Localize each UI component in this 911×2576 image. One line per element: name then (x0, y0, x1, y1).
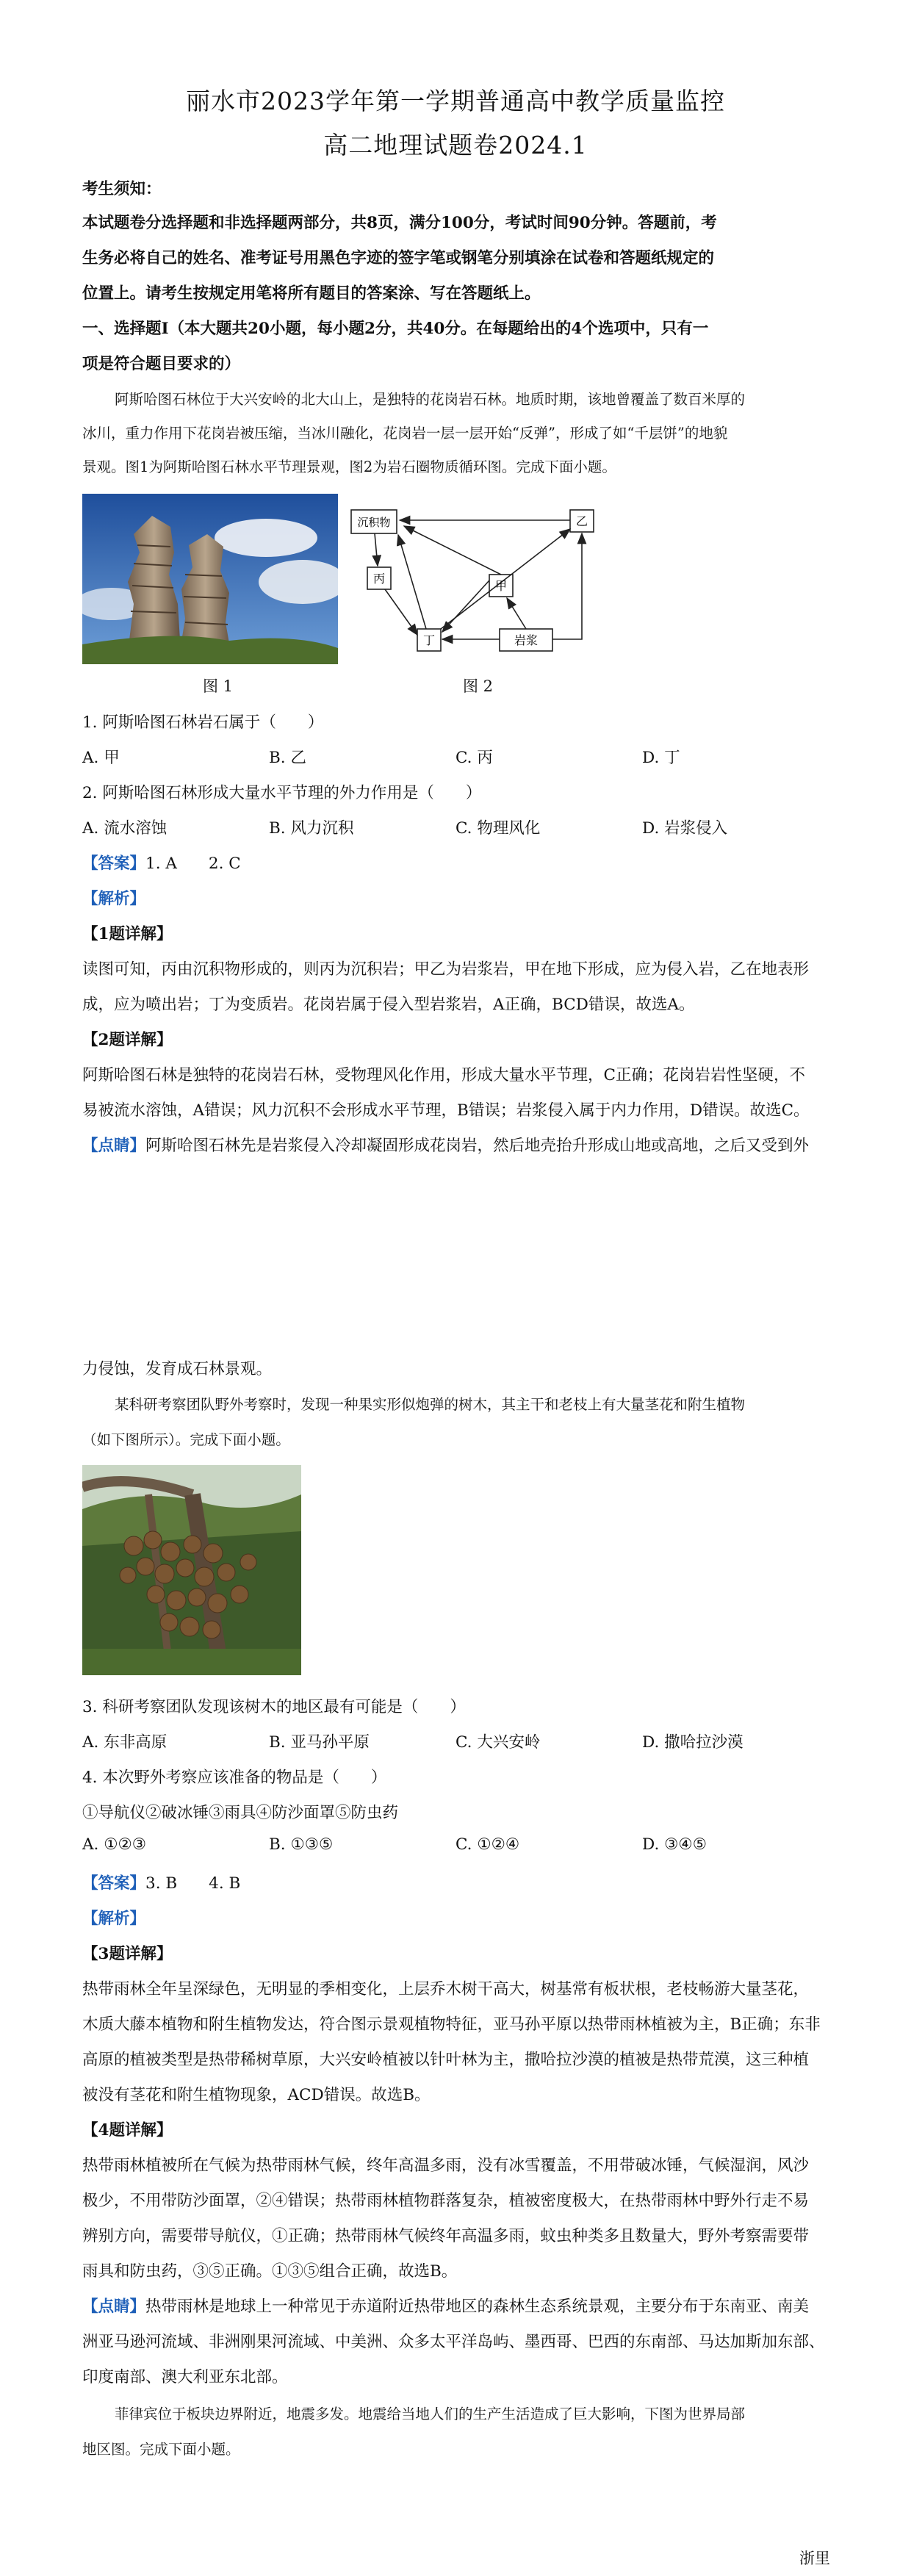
detail-3-line: 被没有茎花和附生植物现象，ACD错误。故选B。 (82, 2086, 431, 2104)
detail-1-heading: 【1题详解】 (82, 925, 173, 943)
passage3-line: 菲律宾位于板块边界附近，地震多发。地震给当地人们的生产生活造成了巨大影响，下图为世界局部 (115, 2406, 746, 2422)
detail-3-heading: 【3题详解】 (82, 1945, 173, 1963)
label-bing: 丙 (372, 572, 386, 586)
q4-option-c: C. ①②④ (455, 1835, 520, 1854)
exam-subtitle: 高二地理试题卷2024.1 (323, 131, 588, 159)
tip-line-1 (82, 1133, 829, 1156)
analysis-label: 【解析】 (82, 1910, 146, 1928)
detail-4-line: 雨具和防虫药，③⑤正确。①③⑤组合正确，故选B。 (82, 2262, 458, 2281)
q3-option-b: B. 亚马孙平原 (269, 1733, 370, 1752)
label-magma: 岩浆 (514, 633, 539, 647)
label-yi: 乙 (575, 514, 588, 528)
q1-option-d: D. 丁 (642, 749, 680, 767)
cannonball-tree-photo (82, 1465, 301, 1675)
tip-continuation: 力侵蚀，发育成石林景观。 (82, 1360, 273, 1378)
q4-option-b: B. ①③⑤ (269, 1835, 334, 1854)
q1-option-c: C. 丙 (455, 749, 493, 767)
answer-label: 【答案】 (82, 855, 146, 873)
q2-option-d: D. 岩浆侵入 (642, 819, 728, 838)
detail-3-line: 高原的植被类型是热带稀树草原，大兴安岭植被以针叶林为主，撒哈拉沙漠的植被是热带荒漠，这三种植 (82, 2051, 810, 2069)
section-heading: 一、选择题Ⅰ（本大题共20小题，每小题2分，共40分。在每题给出的4个选项中，只有一 (82, 320, 709, 338)
notice-line: 位置上。请考生按规定用笔将所有题目的答案涂、写在答题纸上。 (82, 284, 541, 303)
question-3-stem: 3. 科研考察团队发现该树木的地区最有可能是（ ） (82, 1698, 466, 1716)
q1-option-a: A. 甲 (82, 749, 120, 767)
figure1-caption: 图 1 (203, 677, 234, 695)
q3-option-d: D. 撒哈拉沙漠 (642, 1733, 743, 1752)
tip-text: 阿斯哈图石林先是岩浆侵入冷却凝固形成花岗岩，然后地壳抬升形成山地或高地，之后又受到外 (145, 1137, 810, 1155)
tip-label: 【点睛】 (82, 1137, 146, 1155)
tip2-line: 印度南部、澳大利亚东北部。 (82, 2368, 288, 2386)
answer-line-1 (82, 851, 829, 874)
tip2-line-1 (82, 2294, 829, 2317)
detail-3-line: 热带雨林全年呈深绿色，无明显的季相变化，上层乔木树干高大，树基常有板状根，老枝畅游大量茎花， (82, 1980, 810, 1998)
page-footer: 浙里 (799, 2550, 830, 2567)
notice-heading: 考生须知： (82, 180, 162, 198)
answer-text: 1. A 2. C (145, 855, 241, 873)
notice-line: 生务必将自己的姓名、准考证号用黑色字迹的签字笔或钢笔分别填涂在试卷和答题纸规定的 (82, 249, 715, 267)
notice-line: 本试题卷分选择题和非选择题两部分，共8页，满分100分，考试时间90分钟。答题前，考 (82, 214, 717, 232)
question-4-stem: 4. 本次野外考察应该准备的物品是（ ） (82, 1769, 387, 1787)
answer-text: 3. B 4. B (145, 1874, 241, 1893)
detail-1-line: 读图可知，丙由沉积物形成的，则丙为沉积岩；甲乙为岩浆岩，甲在地下形成，应为侵入岩，乙在地表形 (82, 960, 810, 979)
label-ding: 丁 (422, 633, 436, 647)
detail-2-line: 易被流水溶蚀，A错误；风力沉积不会形成水平节理，B错误；岩浆侵入属于内力作用，D错误。故选C。 (82, 1101, 810, 1120)
question-4-items: ①导航仪②破冰锤③雨具④防沙面罩⑤防虫药 (82, 1804, 399, 1822)
tip-label: 【点睛】 (82, 2298, 146, 2316)
q2-option-b: B. 风力沉积 (269, 819, 354, 838)
detail-4-line: 热带雨林植被所在气候为热带雨林气候，终年高温多雨，没有冰雪覆盖，不用带破冰锤，气候湿润，风沙 (82, 2156, 810, 2175)
q2-option-a: A. 流水溶蚀 (82, 819, 168, 838)
figure2-caption: 图 2 (463, 677, 494, 695)
detail-3-line: 木质大藤本植物和附生植物发达，符合图示景观植物特征，亚马孙平原以热带雨林植被为主，B正确；东非 (82, 2015, 821, 2034)
passage-line: 阿斯哈图石林位于大兴安岭的北大山上，是独特的花岗岩石林。地质时期，该地曾覆盖了数百米厚的 (115, 391, 746, 408)
exam-title: 丽水市2023学年第一学期普通高中教学质量监控 (186, 87, 725, 115)
detail-2-line: 阿斯哈图石林是独特的花岗岩石林，受物理风化作用，形成大量水平节理，C正确；花岗岩岩性坚硬，不 (82, 1066, 805, 1084)
analysis-label: 【解析】 (82, 890, 146, 908)
label-sediment: 沉积物 (357, 516, 391, 529)
q3-option-c: C. 大兴安岭 (455, 1733, 541, 1752)
detail-4-heading: 【4题详解】 (82, 2121, 173, 2140)
tip-text: 热带雨林是地球上一种常见于赤道附近热带地区的森林生态系统景观，主要分布于东南亚、南美 (145, 2298, 810, 2316)
detail-4-line: 辨别方向，需要带导航仪，①正确；热带雨林气候终年高温多雨，蚊虫种类多且数量大，野外考察需要带 (82, 2227, 810, 2245)
detail-1-line: 成，应为喷出岩；丁为变质岩。花岗岩属于侵入型岩浆岩，A正确，BCD错误，故选A。 (82, 996, 695, 1014)
detail-2-heading: 【2题详解】 (82, 1031, 173, 1049)
q4-option-d: D. ③④⑤ (642, 1835, 707, 1854)
passage-line: 景观。图1为阿斯哈图石林水平节理景观，图2为岩石圈物质循环图。完成下面小题。 (82, 458, 616, 475)
passage2-line: 某科研考察团队野外考察时，发现一种果实形似炮弹的树木，其主干和老枝上有大量茎花和附生植物 (115, 1396, 746, 1413)
tip2-line: 洲亚马逊河流域、非洲刚果河流域、中美洲、众多太平洋岛屿、墨西哥、巴西的东南部、马达加斯加东部、 (82, 2333, 825, 2351)
passage3-line: 地区图。完成下面小题。 (82, 2441, 240, 2458)
rock-cycle-diagram (345, 500, 610, 667)
q3-option-a: A. 东非高原 (82, 1733, 168, 1752)
detail-4-line: 极少，不用带防沙面罩，②④错误；热带雨林植物群落复杂，植被密度极大，在热带雨林中野外行走不易 (82, 2192, 810, 2210)
answer-label: 【答案】 (82, 1874, 146, 1893)
answer-line-2 (82, 1871, 829, 1893)
section-heading: 项是符合题目要求的） (82, 355, 241, 373)
passage-line: 冰川，重力作用下花岗岩被压缩，当冰川融化，花岗岩一层一层开始“反弹”，形成了如“千层饼”的地貌 (82, 425, 728, 442)
q4-option-a: A. ①②③ (82, 1835, 147, 1854)
q2-option-c: C. 物理风化 (455, 819, 541, 838)
question-1-stem: 1. 阿斯哈图石林岩石属于（ ） (82, 713, 324, 732)
q1-option-b: B. 乙 (269, 749, 306, 767)
label-jia: 甲 (494, 579, 508, 593)
question-2-stem: 2. 阿斯哈图石林形成大量水平节理的外力作用是（ ） (82, 784, 482, 802)
rock-forest-photo (82, 494, 338, 664)
passage2-line: （如下图所示）。完成下面小题。 (82, 1431, 290, 1448)
